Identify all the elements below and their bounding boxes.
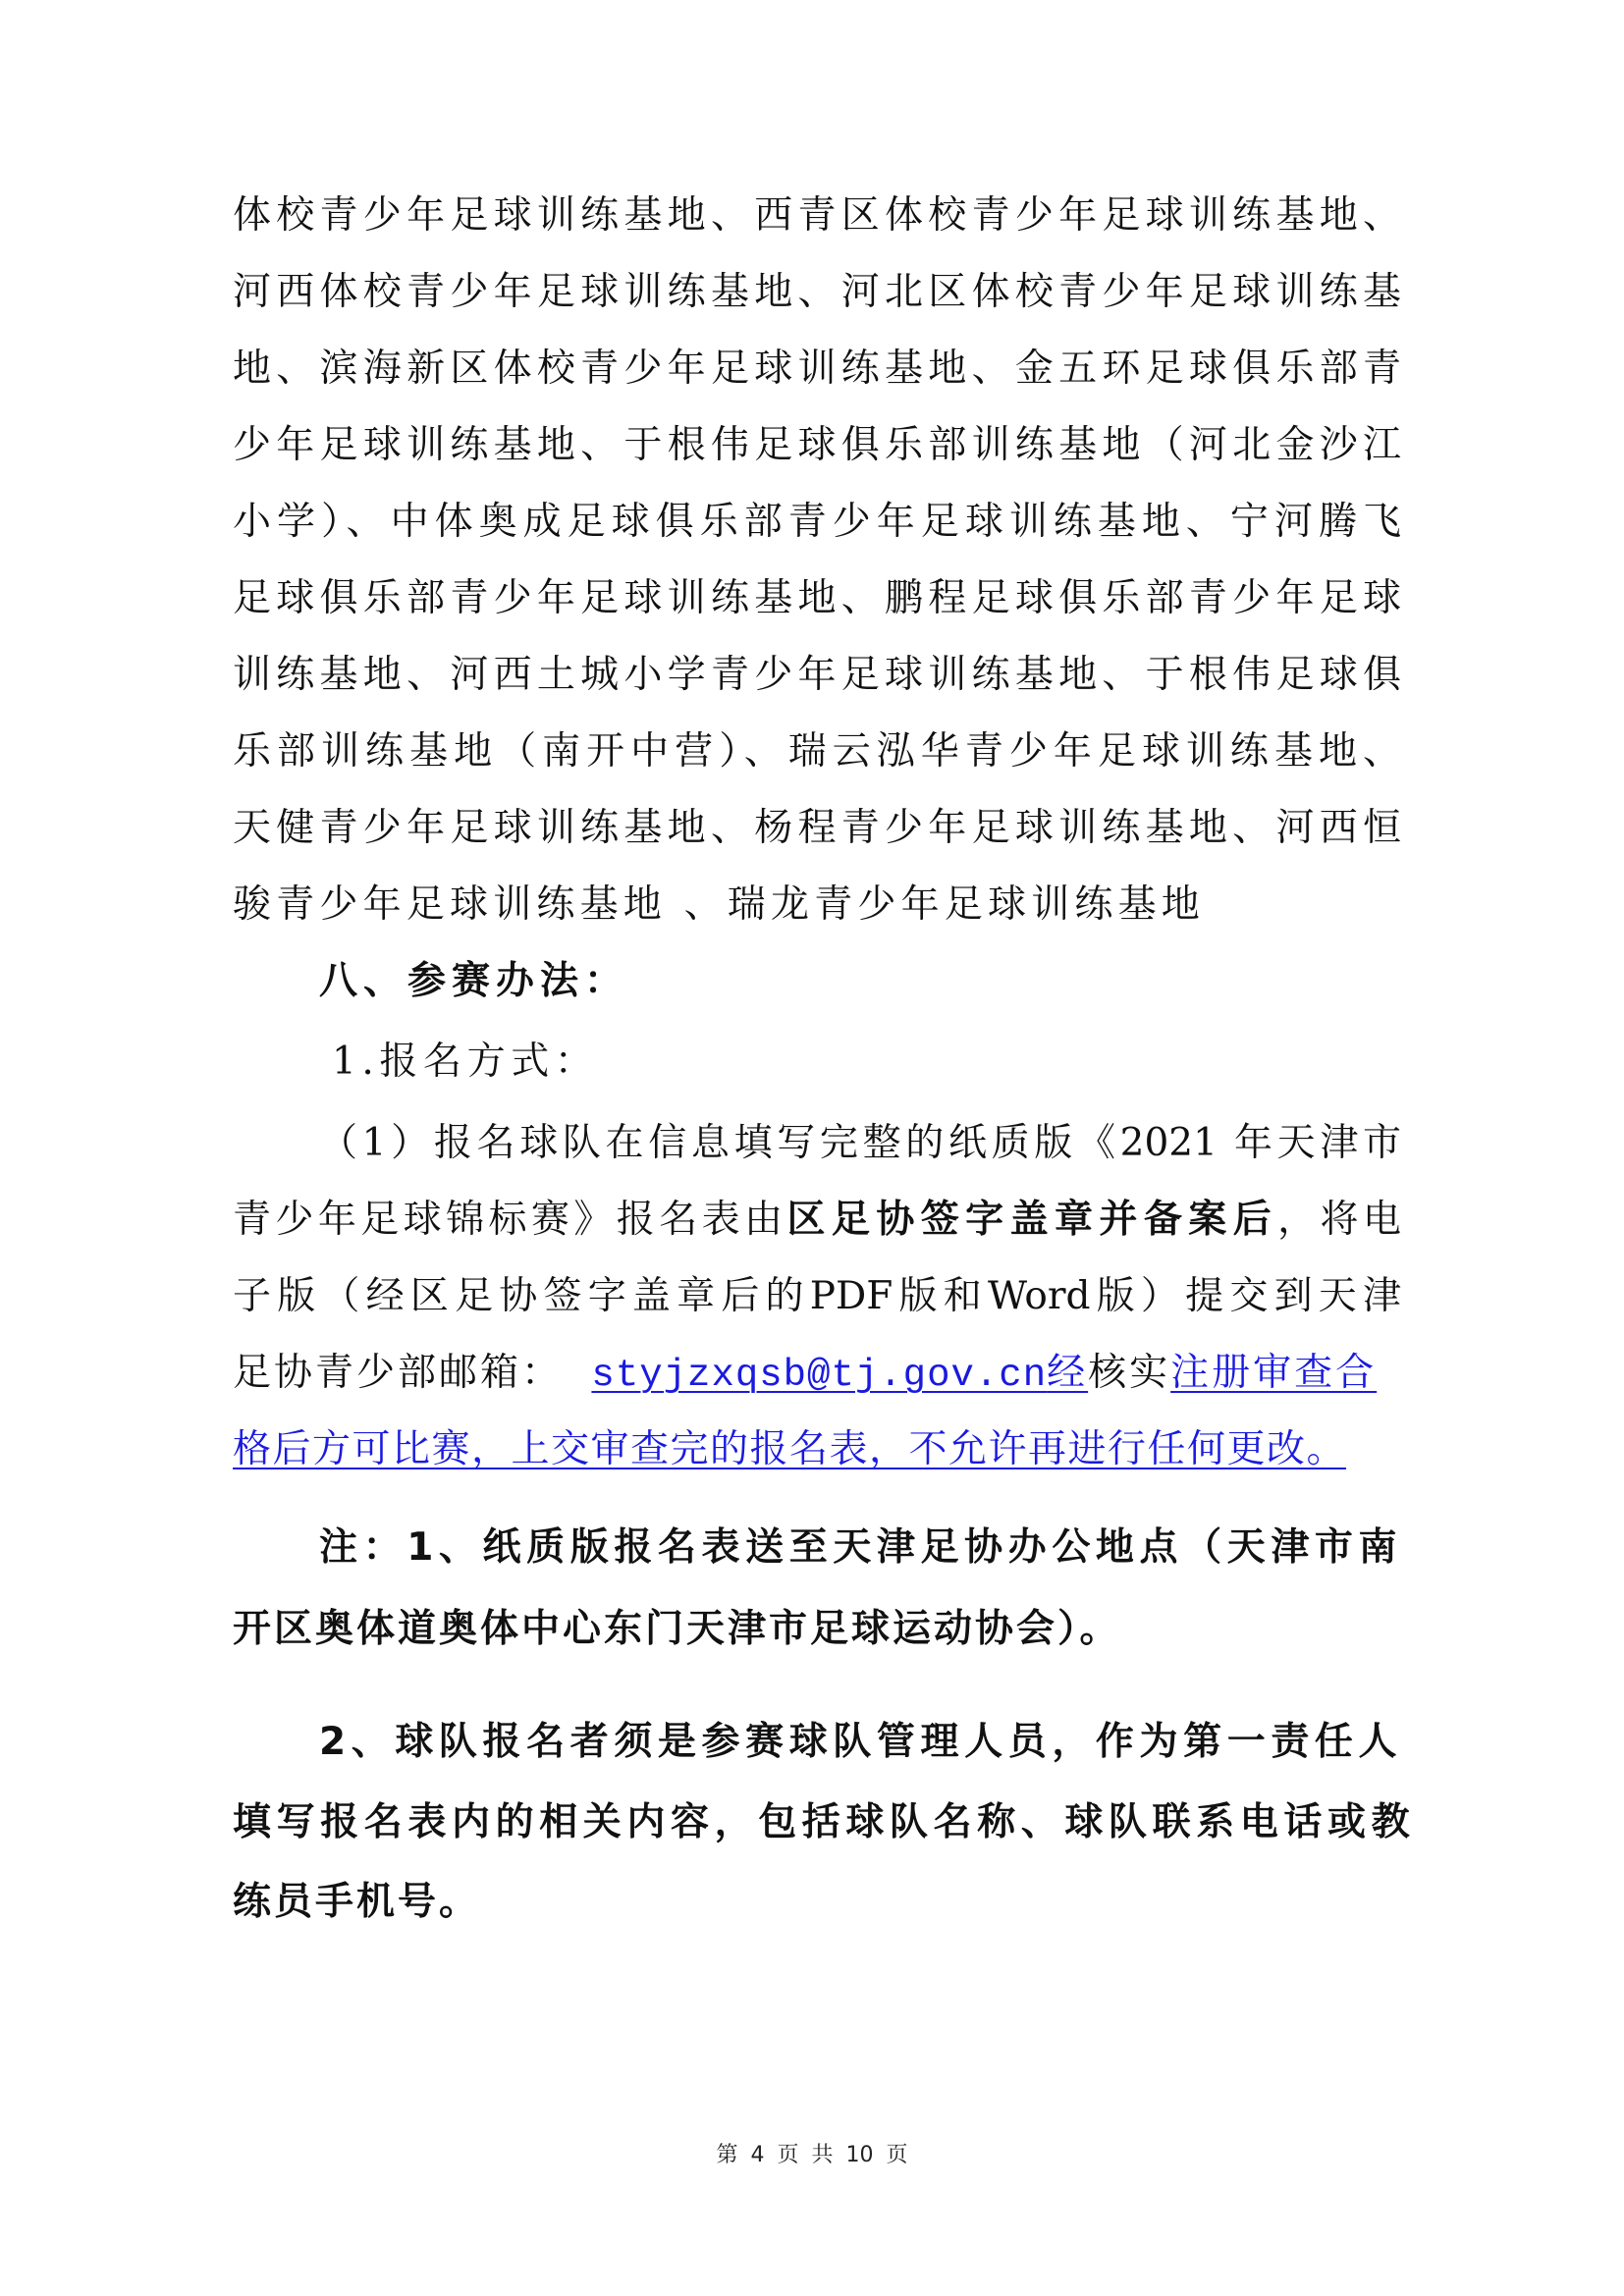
registration-line-1: （1）报名球队在信息填写完整的纸质版《2021 年天津市 [319, 1121, 1401, 1165]
list-line: 少年足球训练基地、于根伟足球俱乐部训练基地（河北金沙江 [233, 423, 1401, 467]
list-line: 训练基地、河西土城小学青少年足球训练基地、于根伟足球俱 [233, 653, 1401, 697]
registration-text: ，将电 [1277, 1198, 1401, 1242]
review-notice-link[interactable]: 格后方可比赛，上交审查完的报名表，不允许再进行任何更改。 [233, 1427, 1347, 1471]
registration-text: 核实 [1088, 1351, 1171, 1395]
list-line: 天健青少年足球训练基地、杨程青少年足球训练基地、河西恒 [233, 806, 1401, 850]
registration-line-4 [233, 1344, 1401, 1403]
list-line: 足球俱乐部青少年足球训练基地、鹏程足球俱乐部青少年足球 [233, 576, 1401, 620]
subsection-heading: 1.报名方式： [332, 1040, 599, 1084]
page-number-footer: 第 4 页 共 10 页 [716, 2143, 908, 2167]
review-notice-link[interactable]: 注册审查合 [1170, 1351, 1378, 1395]
email-label: 足协青少部邮箱： [233, 1351, 564, 1395]
registration-line-2 [233, 1191, 1401, 1250]
note-2-line-3: 练员手机号。 [233, 1880, 481, 1924]
list-line: 小学）、中体奥成足球俱乐部青少年足球训练基地、宁河腾飞 [233, 500, 1401, 544]
note-2-line-1: 2、球队报名者须是参赛球队管理人员，作为第一责任人 [319, 1720, 1403, 1764]
note-1-line-1: 注：1、纸质版报名表送至天津足协办公地点（天津市南 [319, 1525, 1403, 1570]
list-line: 河西体校青少年足球训练基地、河北区体校青少年足球训练基 [233, 270, 1401, 314]
list-line: 乐部训练基地（南开中营）、瑞云泓华青少年足球训练基地、 [233, 729, 1401, 774]
note-1-line-2: 开区奥体道奥体中心东门天津市足球运动协会）。 [233, 1607, 1121, 1651]
section-heading: 八、参赛办法： [319, 959, 629, 1003]
email-link[interactable]: styjzxqsb@tj.gov.cn经 [591, 1351, 1089, 1397]
list-line: 骏青少年足球训练基地 、瑞龙青少年足球训练基地 [233, 882, 1205, 927]
note-2-line-2: 填写报名表内的相关内容，包括球队名称、球队联系电话或教 [233, 1800, 1416, 1844]
registration-text: 青少年足球锦标赛》报名表由 [233, 1198, 787, 1242]
list-line: 体校青少年足球训练基地、西青区体校青少年足球训练基地、 [233, 193, 1401, 238]
list-line: 地、滨海新区体校青少年足球训练基地、金五环足球俱乐部青 [233, 347, 1401, 391]
registration-bold-text: 区足协签字盖章并备案后 [786, 1198, 1278, 1242]
registration-line-3: 子版（经区足协签字盖章后的PDF版和Word版）提交到天津 [233, 1274, 1401, 1318]
registration-line-5 [233, 1420, 1401, 1479]
